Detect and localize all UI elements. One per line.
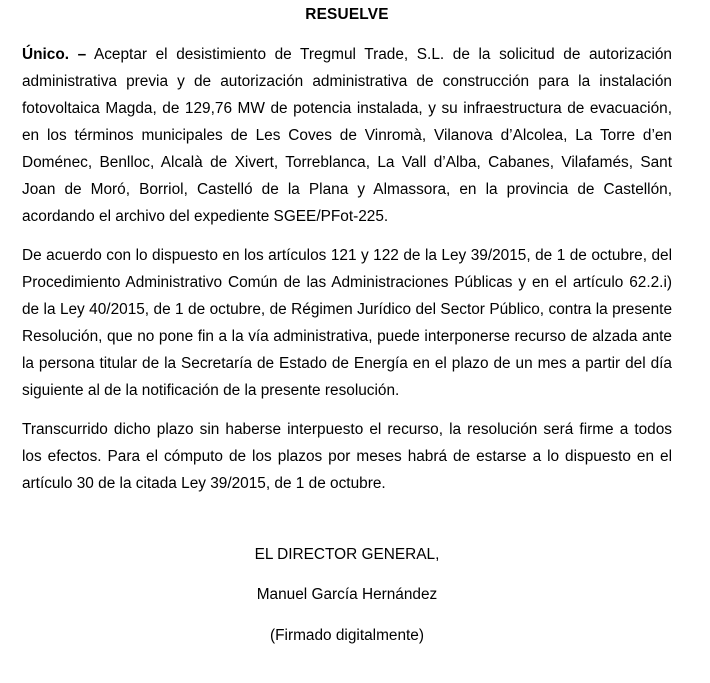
document-page xyxy=(22,0,672,644)
resolution-heading: RESUELVE xyxy=(305,6,389,23)
paragraph-unico xyxy=(22,41,672,230)
signature-note xyxy=(22,626,672,646)
signature-name-text: Manuel García Hernández xyxy=(256,586,438,603)
paragraph-lead: Único. – xyxy=(22,46,87,63)
signature-name xyxy=(22,585,672,605)
signature-title-text: EL DIRECTOR GENERAL, xyxy=(254,546,440,563)
paragraph-plazo: Transcurrido dicho plazo sin haberse interpuesto el recurso, la resolución será firme a todos los efectos. Para el cómputo de los plazos por meses habrá de estarse a lo dispuesto en el artículo 30 de la citada Ley 39/2015, de 1 de octubre. xyxy=(22,421,672,492)
signature-note-text: (Firmado digitalmente) xyxy=(270,627,424,644)
signature-title xyxy=(22,545,672,565)
paragraph-unico-text: Aceptar el desistimiento de Tregmul Trade, S.L. de la solicitud de autorización administrativa previa y de autorización administrativa de construcción para la instalación fotovoltaica Magda, de 129,76 MW de potencia instalada, y su infraestructura de evacuación, en los términos municipales de Les Coves de Vinromà, Vilanova d’Alcolea, La Torre d’en Doménec, Benlloc, Alcalà de Xivert, Torreblanca, La Vall d’Alba, Cabanes, Vilafamés, Sant Joan de Moró, Borriol, Castelló de la Plana y Almassora, en la provincia de Castellón, acordando el archivo del expediente SGEE/PFot-225. xyxy=(22,46,672,225)
paragraph-recurso: De acuerdo con lo dispuesto en los artículos 121 y 122 de la Ley 39/2015, de 1 de octubre, del Procedimiento Administrativo Común de las Administraciones Públicas y en el artículo 62.2.i) de la Ley 40/2015, de 1 de octubre, de Régimen Jurídico del Sector Público, contra la presente Resolución, que no pone fin a la vía administrativa, puede interponerse recurso de alzada ante la persona titular de la Secretaría de Estado de Energía en el plazo de un mes a partir del día siguiente al de la notificación de la presente resolución. xyxy=(22,247,672,399)
